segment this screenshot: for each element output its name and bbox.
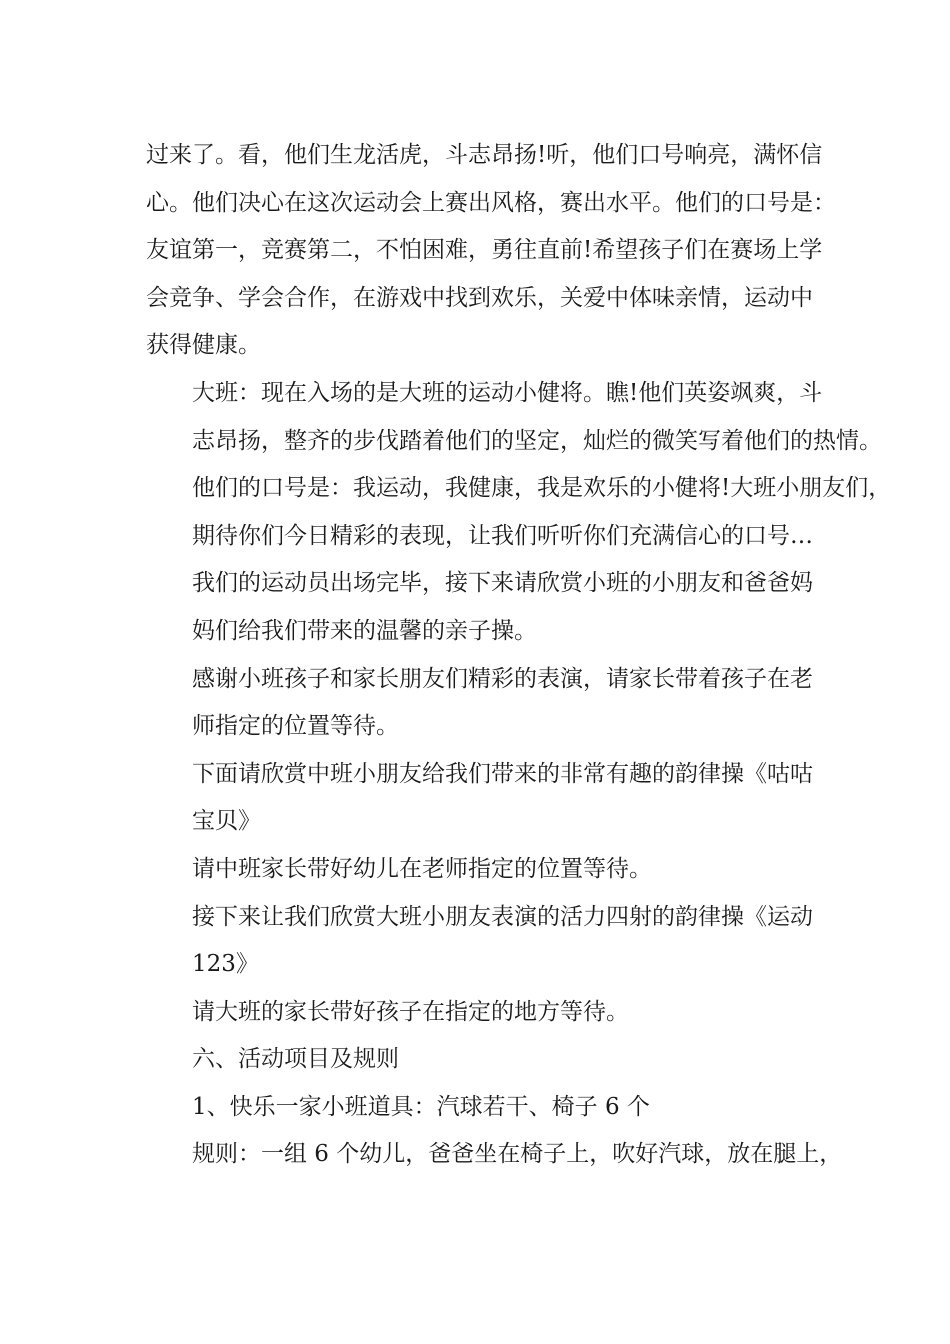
text-line: 友谊第一，竞赛第二，不怕困难，勇往直前!希望孩子们在赛场上学 [146,237,823,264]
paragraph [146,132,836,370]
text-line: 期待你们今日精彩的表现，让我们听听你们充满信心的口号… [192,522,813,549]
text-line: 他们的口号是：我运动，我健康，我是欢乐的小健将!大班小朋友们， [192,475,892,502]
paragraph [146,751,826,846]
paragraph [146,1084,826,1132]
text-line: 请中班家长带好幼儿在老师指定的位置等待。 [192,855,652,882]
text-line: 志昂扬，整齐的步伐踏着他们的坚定，灿烂的微笑写着他们的热情。 [192,427,882,454]
text-line: 六、活动项目及规则 [192,1046,399,1073]
text-line: 妈们给我们带来的温馨的亲子操。 [192,617,537,644]
paragraph [146,1036,826,1084]
text-line: 请大班的家长带好孩子在指定的地方等待。 [192,998,629,1025]
paragraph [146,656,826,751]
text-line: 规则：一组 6 个幼儿，爸爸坐在椅子上，吹好汽球，放在腿上， [192,1141,843,1168]
text-line: 宝贝》 [192,808,261,835]
text-line: 师指定的位置等待。 [192,713,399,740]
paragraph [146,1131,843,1179]
text-line: 123》 [192,951,259,978]
text-line: 获得健康。 [146,332,261,359]
paragraph [146,560,826,655]
paragraph [146,989,826,1037]
paragraph [146,370,892,560]
text-line: 过来了。看，他们生龙活虎，斗志昂扬!听，他们口号响亮，满怀信 [146,142,823,168]
text-line: 1、快乐一家小班道具：汽球若干、椅子 6 个 [192,1093,650,1120]
paragraph [146,846,826,894]
text-line: 心。他们决心在这次运动会上赛出风格，赛出水平。他们的口号是： [146,189,836,216]
text-line: 大班：现在入场的是大班的运动小健将。瞧!他们英姿飒爽，斗 [192,379,823,406]
text-line: 感谢小班孩子和家长朋友们精彩的表演，请家长带着孩子在老 [192,665,813,692]
text-line: 下面请欣赏中班小朋友给我们带来的非常有趣的韵律操《咕咕 [192,760,813,787]
text-line: 会竞争、学会合作，在游戏中找到欢乐，关爱中体味亲情，运动中 [146,284,813,311]
text-line: 我们的运动员出场完毕，接下来请欣赏小班的小朋友和爸爸妈 [192,570,813,597]
paragraph [146,894,826,989]
document-body [146,132,892,1179]
text-line: 接下来让我们欣赏大班小朋友表演的活力四射的韵律操《运动 [192,903,813,930]
